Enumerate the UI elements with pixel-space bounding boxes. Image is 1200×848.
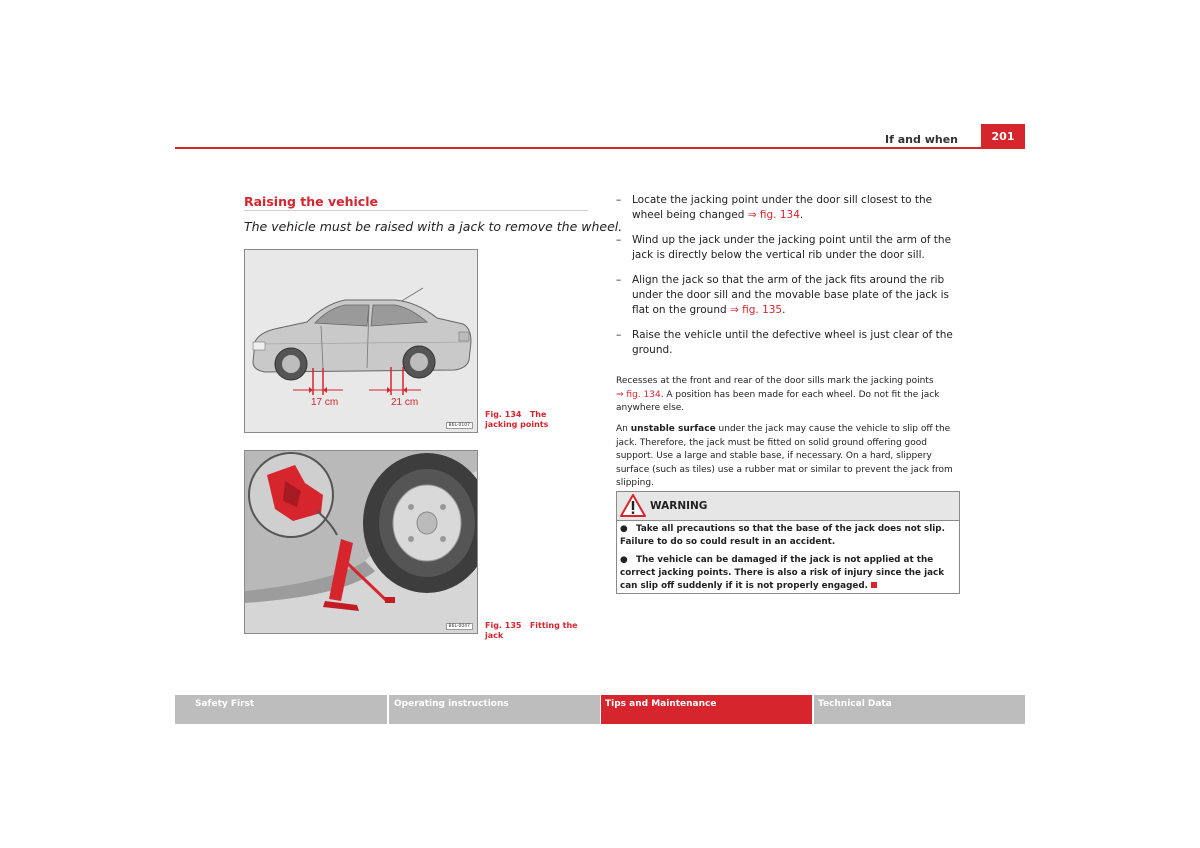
tab-technical-data[interactable]: Technical Data [814, 695, 1025, 724]
running-header-title: If and when [885, 133, 958, 146]
jack-fitting-illustration [245, 451, 477, 633]
figure-link[interactable]: ⇒ fig. 134 [747, 209, 800, 221]
dimension-label-front: 17 cm [311, 397, 339, 408]
figure-caption-number: Fig. 135 [485, 621, 522, 630]
section-title: Raising the vehicle [244, 194, 378, 209]
tab-operating-instructions[interactable]: Operating instructions [389, 695, 600, 724]
step-item: – Raise the vehicle until the defective wheel is just clear of the ground. [616, 329, 953, 356]
warning-item: ● Take all precautions so that the base of the jack does not slip. Failure to do so could result in an accident. [620, 524, 945, 548]
section-lead: The vehicle must be raised with a jack to remove the wheel. [244, 219, 623, 234]
section-rule [244, 210, 588, 211]
figure-fitting-jack [244, 450, 478, 634]
figure-caption-135 [485, 621, 595, 641]
warning-item: ● The vehicle can be damaged if the jack is not applied at the correct jacking points. There is also a risk of injury since the jack can slip off suddenly if it is not properly engaged. [620, 555, 945, 592]
body-paragraph-unstable-surface: An unstable surface under the jack may cause the vehicle to slip off the jack. Therefore, the jack must be fitted on solid ground offering good support. Use a large and stable base, if necessary. On a hard, slippery surface (such as tiles) use a rubber mat or similar to prevent the jack from slipping. [616, 424, 953, 489]
warning-triangle-icon [620, 494, 646, 517]
page-number: 201 [981, 124, 1025, 149]
step-item: – Wind up the jack under the jacking point until the arm of the jack is directly below the vertical rib under the door sill. [616, 234, 952, 261]
figure-link[interactable]: ⇒ fig. 135 [729, 304, 783, 316]
figure-link[interactable]: ⇒ fig. 134 [616, 389, 661, 400]
figure-caption-text: The jacking points [485, 410, 549, 429]
step-item: – Locate the jacking point under the door sill closest to the wheel being changed ⇒ fig. 134. [616, 194, 933, 221]
step-item: – Align the jack so that the arm of the jack fits around the rib under the door sill and the movable base plate of the jack is flat on the ground ⇒ fig. 135. [616, 274, 949, 316]
car-side-illustration [245, 250, 477, 432]
figure-code: B6L-0047 [446, 623, 473, 630]
warning-box [616, 491, 960, 594]
warning-header [617, 492, 959, 521]
body-paragraph-jacking-points: Recesses at the front and rear of the door sills mark the jacking points ⇒ fig. 134. A position has been made for each wheel. Do not fit the jack anywhere else. [616, 376, 940, 414]
dimension-label-rear: 21 cm [391, 397, 419, 408]
tab-safety-first[interactable]: Safety First [175, 695, 387, 724]
end-square-icon [871, 582, 877, 588]
figure-caption-text: Fitting the jack [485, 621, 578, 640]
figure-caption-number: Fig. 134 [485, 410, 522, 419]
warning-title: WARNING [650, 500, 708, 512]
figure-jacking-points [244, 249, 478, 433]
figure-code: B6L-0107 [446, 422, 473, 429]
figure-caption-134 [485, 410, 580, 430]
header-rule [175, 147, 1025, 149]
tab-tips-and-maintenance[interactable]: Tips and Maintenance [601, 695, 812, 724]
